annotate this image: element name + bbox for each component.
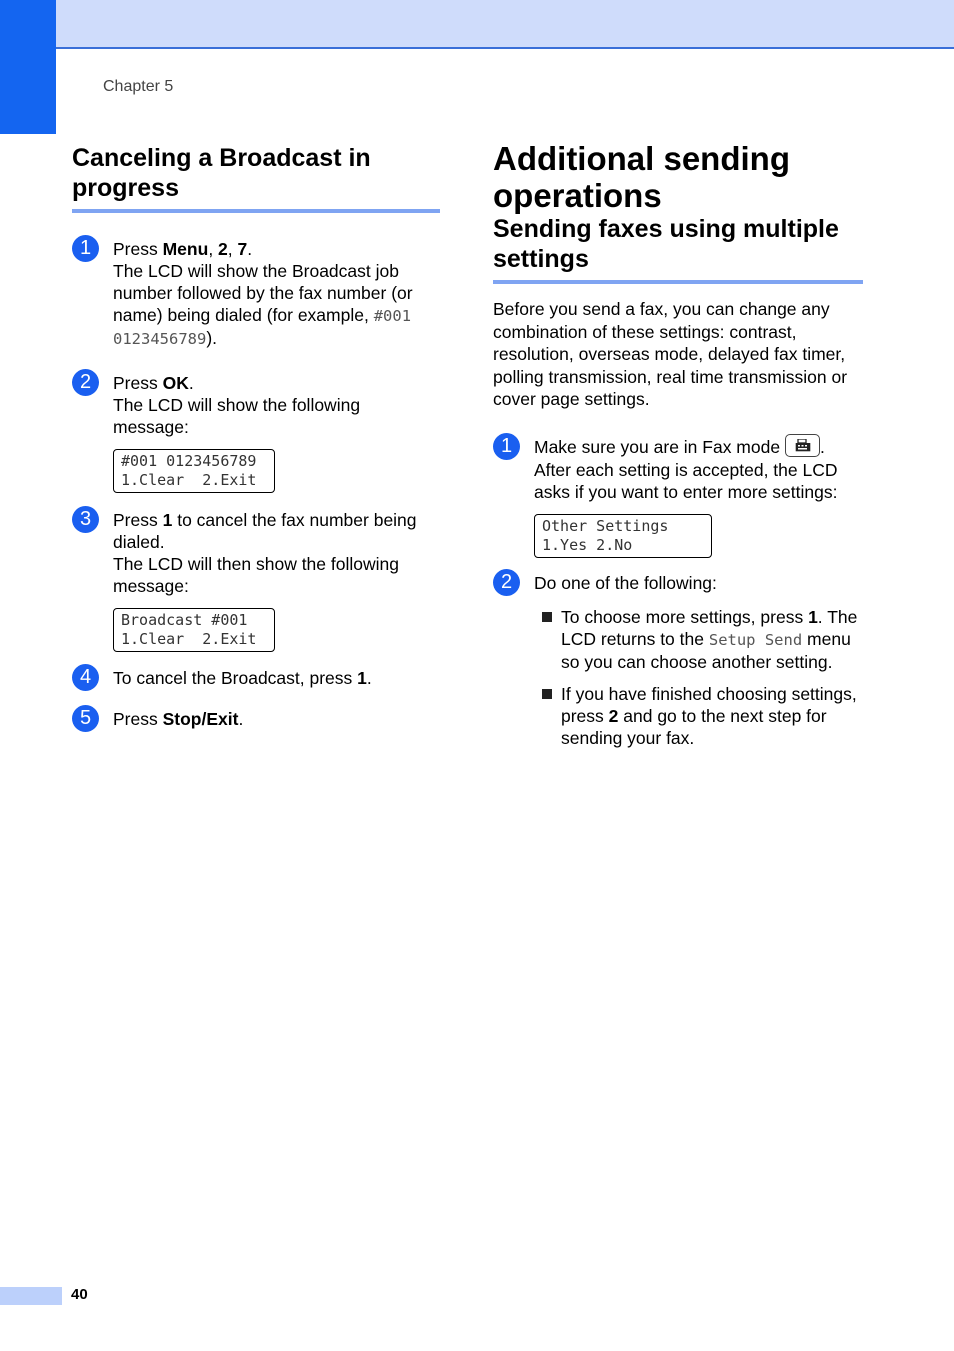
step-2-left: 2 Press OK. The LCD will show the following message: #001 0123456789 1.Clear 2.Exit bbox=[72, 372, 440, 493]
chapter-label: Chapter 5 bbox=[103, 78, 174, 95]
step-number-icon: 1 bbox=[72, 235, 99, 262]
step-number-icon: 4 bbox=[72, 664, 99, 691]
ok-key: OK bbox=[162, 373, 189, 393]
step-5-left: 5 Press Stop/Exit. bbox=[72, 708, 440, 730]
step-number-icon: 1 bbox=[493, 433, 520, 460]
intro-paragraph: Before you send a fax, you can change any combination of these settings: contrast, resolution, overseas mode, delayed fax timer, polling transmission, real time transmission or cover page settings. bbox=[493, 299, 848, 409]
fax-mode-key-icon bbox=[785, 434, 820, 457]
page-number: 40 bbox=[71, 1286, 88, 1303]
bullet-square-icon bbox=[542, 612, 552, 622]
step-2-right bbox=[493, 572, 863, 749]
chapter-heading: Additional sending operations bbox=[493, 140, 790, 214]
menu-key: Menu bbox=[162, 239, 209, 259]
step-number-icon: 3 bbox=[72, 506, 99, 533]
list-item: To choose more settings, press 1. The LCD returns to the Setup Send menu so you can choose another setting. bbox=[561, 606, 863, 673]
list-item: If you have finished choosing settings, press 2 and go to the next step for sending your fax. bbox=[561, 683, 863, 749]
step-number-icon: 5 bbox=[72, 705, 99, 732]
example-code: #001 0123456789 bbox=[113, 307, 412, 348]
section-title-canceling: Canceling a Broadcast in progress bbox=[72, 143, 440, 213]
section-title-multiple-settings: Sending faxes using multiple settings bbox=[493, 214, 863, 284]
right-column bbox=[493, 140, 863, 759]
step-number-icon: 2 bbox=[72, 369, 99, 396]
step-number-icon: 2 bbox=[493, 569, 520, 596]
stop-exit-key: Stop/Exit bbox=[162, 709, 239, 729]
step-1-right: 1 Make sure you are in Fax mode . After each setting is accepted, the LCD asks if you want to enter more settings: Other Settings 1.Yes 2.No bbox=[493, 436, 863, 559]
step-1-left: 1 Press Menu, 2, 7. The LCD will show the Broadcast job number followed by the fax number (or name) being dialed (for example, #001 0123456789). bbox=[72, 238, 440, 350]
menu-name-code: Setup Send bbox=[708, 631, 803, 650]
step-description: After each setting is accepted, the LCD asks if you want to enter more settings: bbox=[534, 460, 838, 503]
step-description: The LCD will show the Broadcast job number followed by the fax number (or name) being dialed (for example, bbox=[113, 261, 413, 325]
step-description: The LCD will show the following message: bbox=[113, 395, 361, 437]
step-description: The LCD will then show the following message: bbox=[113, 554, 399, 596]
step-4-left: 4 To cancel the Broadcast, press 1. bbox=[72, 667, 440, 689]
page-number-bar bbox=[0, 1287, 62, 1305]
bullet-square-icon bbox=[542, 689, 552, 699]
chapter-tab bbox=[0, 0, 56, 134]
left-column bbox=[72, 143, 440, 730]
lcd-display: Other Settings 1.Yes 2.No bbox=[534, 514, 712, 558]
options-list bbox=[534, 606, 863, 749]
step-3-left: 3 Press 1 to cancel the fax number being dialed. The LCD will then show the following message: Broadcast #001 1.Clear 2.Exit bbox=[72, 509, 440, 652]
header-bar bbox=[0, 0, 954, 49]
step-description: Do one of the following: bbox=[534, 573, 717, 594]
lcd-display: #001 0123456789 1.Clear 2.Exit bbox=[113, 449, 275, 493]
lcd-display: Broadcast #001 1.Clear 2.Exit bbox=[113, 608, 275, 652]
